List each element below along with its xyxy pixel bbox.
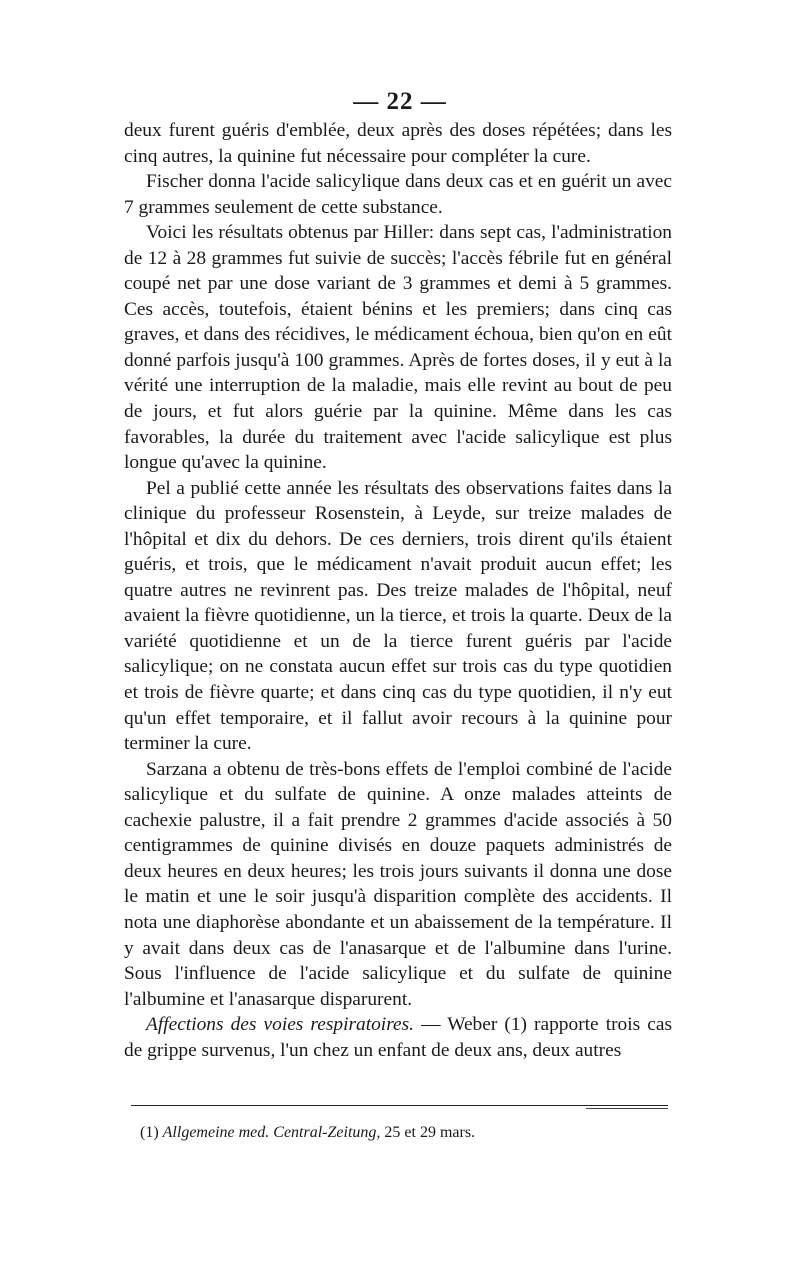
footnote-rule [131,1105,668,1106]
paragraph-continued: deux furent guéris d'emblée, deux après des doses répétées; dans les cinq autres, la quinine fut nécessaire pour compléter la cure. [124,120,672,167]
footnote-detail: 25 et 29 mars. [384,1124,476,1141]
body-text [124,118,672,1063]
footnote [140,1123,680,1143]
page-number: — 22 — [353,88,447,115]
paragraph-pel: Pel a publié cette année les résultats des observations faites dans la clinique du professeur Rosenstein, à Leyde, sur treize malades de l'hôpital et dix du dehors. De ces derniers, trois dirent qu'ils étaient guéris, et trois, que le médicament n'avait produit aucun effet; les quatre autres ne revinrent pas. Des treize malades de l'hôpital, neuf avaient la fièvre quotidienne, un la tierce, et trois la quarte. Deux de la variété quotidienne et un de la tierce furent guéris par l'acide salicylique; on ne constata aucun effet sur trois cas du type quotidien et trois de fièvre quarte; et dans cinq cas du type quotidien, il n'y eut qu'un effet temporaire, et il fallut avoir recours à la quinine pour terminer la cure. [124,477,672,755]
section-text: — Weber (1) rapporte trois cas de grippe survenus, l'un chez un enfant de deux ans, deux autres [124,1014,672,1061]
footnote-rule-short [586,1108,668,1109]
footnote-source: Allgemeine med. Central-Zeitung, [162,1124,381,1141]
footnote-marker: (1) [140,1124,159,1141]
paragraph-respiratory [124,1012,672,1063]
paragraph-hiller: Voici les résultats obtenus par Hiller: dans sept cas, l'administration de 12 à 28 grammes fut suivie de succès; l'accès fébrile fut en général coupé net par une dose variant de 3 grammes et demi à 5 grammes. Ces accès, toutefois, étaient bénins et les premiers; dans cinq cas graves, et dans des récidives, le médicament échoua, bien qu'on en eût donné parfois jusqu'à 100 grammes. Après de fortes doses, il y eut à la vérité une interruption de la maladie, mais elle revint au bout de peu de jours, et fut alors guérie par la quinine. Même dans les cas favorables, la durée du traitement avec l'acide salicylique est plus longue qu'avec la quinine. [124,222,672,474]
section-heading: Affections des voies respiratoires. [146,1014,415,1036]
paragraph-fischer: Fischer donna l'acide salicylique dans deux cas et en guérit un avec 7 grammes seulement de cette substance. [124,171,672,218]
paragraph-sarzana: Sarzana a obtenu de très-bons effets de l'emploi combiné de l'acide salicylique et du sulfate de quinine. A onze malades atteints de cachexie palustre, il a fait prendre 2 grammes d'acide associés à 50 centigrammes de quinine divisés en douze paquets administrés de deux heures en deux heures; les trois jours suivants il donna une dose le matin et une le soir jusqu'à disparition complète des accidents. Il nota une diaphorèse abondante et un abaissement de la température. Il y avait dans deux cas de l'anasarque et de l'albumine dans l'urine. Sous l'influence de l'acide salicylique et du sulfate de quinine l'albumine et l'anasarque disparurent. [124,758,672,1010]
